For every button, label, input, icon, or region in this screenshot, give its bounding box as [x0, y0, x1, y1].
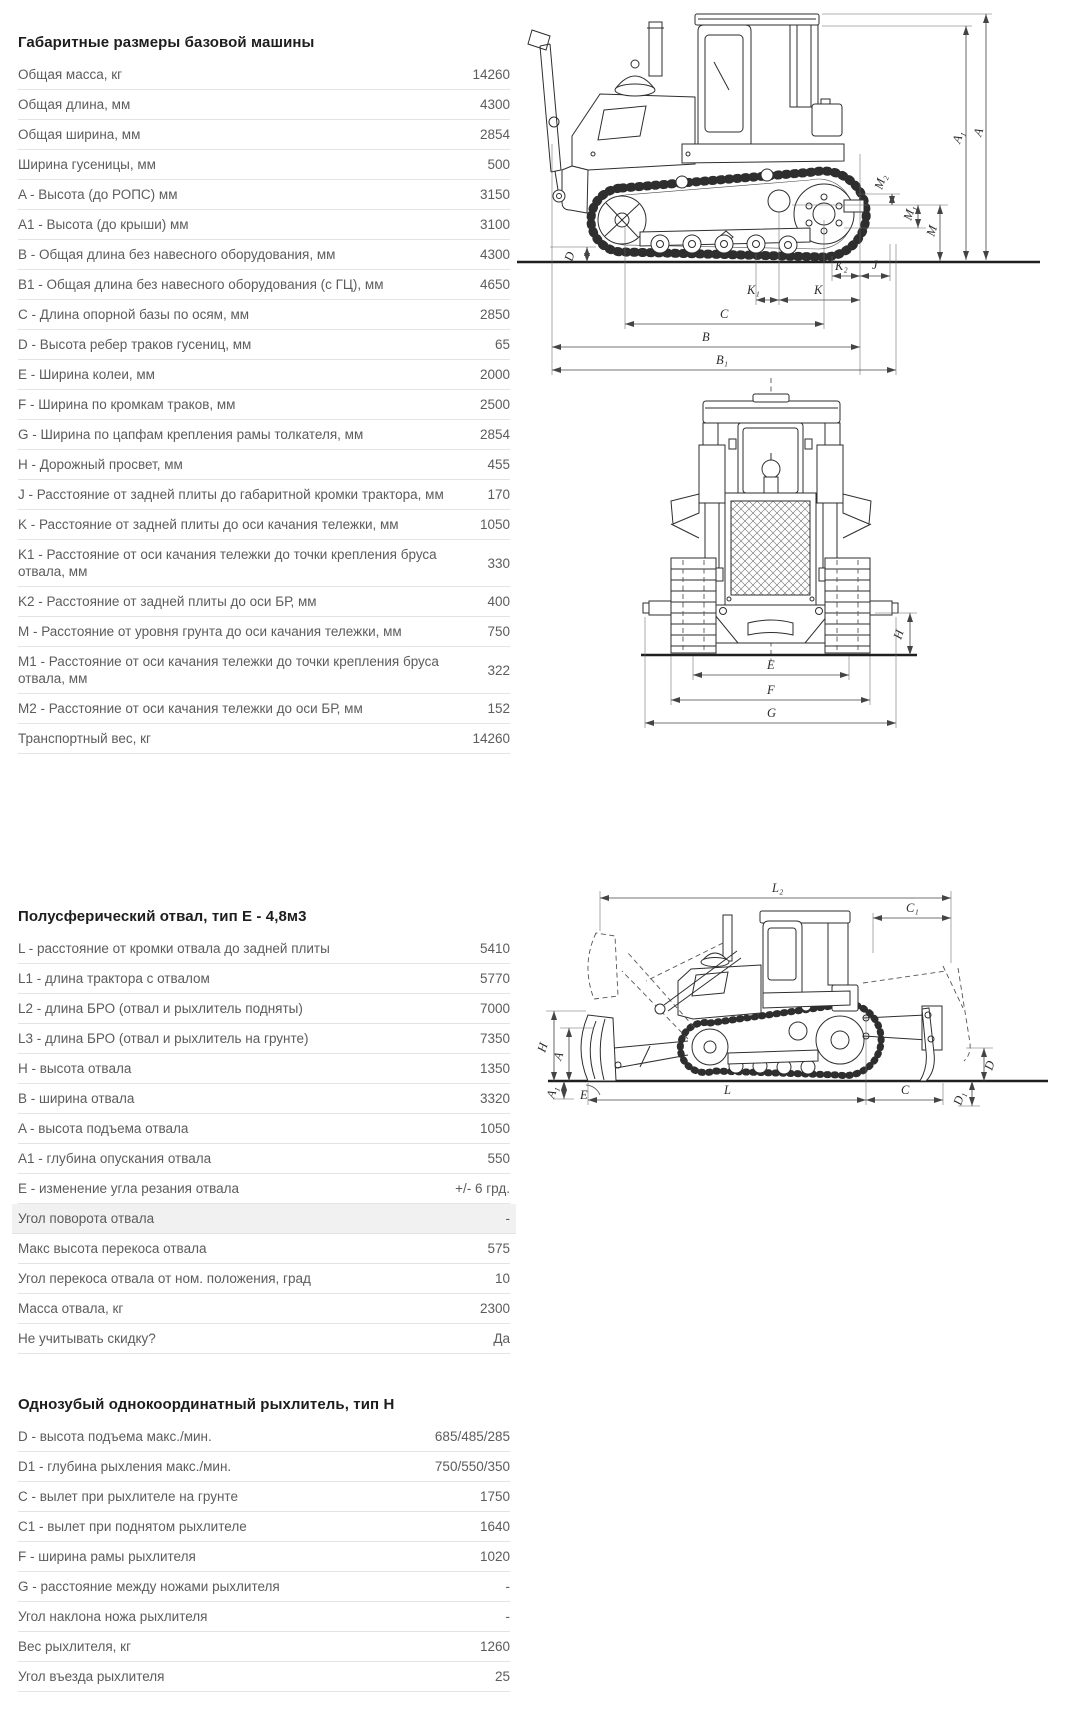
spec-rows — [18, 934, 510, 1354]
hood-vent — [692, 972, 728, 996]
tow-hook — [748, 620, 793, 635]
dim-label-a: A — [970, 126, 987, 138]
table-row — [18, 210, 510, 240]
row-value: - — [505, 1579, 510, 1594]
drawing-front-view — [553, 353, 1005, 730]
row-value: 5770 — [479, 971, 510, 986]
machine-body — [678, 911, 881, 1076]
table-row — [18, 1452, 510, 1482]
row-label: G - расстояние между ножами рыхлителя — [18, 1579, 280, 1594]
dim-label-a: A — [550, 1050, 567, 1062]
table-row — [18, 1024, 510, 1054]
row-label: K2 - Расстояние от задней плиты до оси БР, мм — [18, 594, 317, 609]
table-row — [18, 1294, 510, 1324]
row-label: G - Ширина по цапфам крепления рамы толкателя, мм — [18, 427, 364, 442]
dim-label-h: H — [890, 628, 907, 641]
row-label: C - Длина опорной базы по осям, мм — [18, 307, 250, 322]
exhaust-stack — [723, 915, 732, 961]
row-value: 5410 — [479, 941, 510, 956]
dim-label-e: E — [767, 658, 775, 672]
row-label: M2 - Расстояние от оси качания тележки до оси БР, мм — [18, 701, 363, 716]
row-label: D - Высота ребер траков гусениц, мм — [18, 337, 252, 352]
table-row — [18, 540, 510, 587]
row-label: K1 - Расстояние от оси качания тележки до точки крепления бруса отвала, мм — [18, 547, 437, 579]
dim-label-f: F — [767, 683, 775, 697]
dim-label-m2: M₂ — [871, 172, 890, 191]
table-row — [18, 1114, 510, 1144]
row-value: 685/485/285 — [434, 1429, 510, 1444]
dim-label-j: J — [872, 258, 878, 272]
row-value: 3100 — [479, 217, 510, 232]
row-label: Угол въезда рыхлителя — [18, 1669, 165, 1684]
fender-platform — [682, 144, 844, 163]
row-value: 25 — [494, 1669, 510, 1684]
table-row — [18, 90, 510, 120]
row-label: Угол перекоса отвала от ном. положения, град — [18, 1271, 311, 1286]
hood-vent — [598, 106, 646, 140]
dim-label-g: G — [767, 706, 777, 720]
dim-label-c: C — [720, 307, 729, 321]
row-label: L - расстояние от кромки отвала до задней плиты — [18, 941, 330, 956]
table-row — [18, 150, 510, 180]
row-label: M - Расстояние от уровня грунта до оси качания тележки, мм — [18, 624, 402, 639]
table-row — [18, 1174, 510, 1204]
row-label: E - изменение угла резания отвала — [18, 1181, 240, 1196]
drawing-blade-ripper-view — [488, 803, 1065, 1115]
table-row — [18, 390, 510, 420]
table-row — [18, 934, 510, 964]
blade-raised-dashed — [588, 933, 618, 999]
spec-rows — [18, 1422, 510, 1692]
row-value: - — [505, 1609, 510, 1624]
row-value: 14260 — [472, 67, 510, 82]
spec-rows — [18, 60, 510, 754]
row-value: - — [505, 1211, 510, 1226]
row-label: D1 - глубина рыхления макс./мин. — [18, 1459, 232, 1474]
table-row — [18, 1542, 510, 1572]
table-row — [18, 450, 510, 480]
table-row — [18, 120, 510, 150]
row-value: 65 — [494, 337, 510, 352]
row-label: Транспортный вес, кг — [18, 731, 151, 746]
table-row — [18, 1482, 510, 1512]
left-fender — [671, 494, 699, 524]
row-value: 7350 — [479, 1031, 510, 1046]
row-label: L2 - длина БРО (отвал и рыхлитель подняты) — [18, 1001, 303, 1016]
row-label: D - высота подъема макс./мин. — [18, 1429, 212, 1444]
row-value: 3150 — [479, 187, 510, 202]
row-value: 1640 — [479, 1519, 510, 1534]
table-row — [18, 1054, 510, 1084]
row-value: 2854 — [479, 427, 510, 442]
table-row — [18, 60, 510, 90]
spec-table-blade — [18, 908, 510, 1354]
row-value: 2500 — [479, 397, 510, 412]
table-row — [18, 1324, 510, 1354]
row-value: 1020 — [479, 1549, 510, 1564]
row-value: 4300 — [479, 247, 510, 262]
row-value: 750/550/350 — [434, 1459, 510, 1474]
row-label: Вес рыхлителя, кг — [18, 1639, 132, 1654]
row-value: 400 — [487, 594, 510, 609]
table-row — [18, 587, 510, 617]
row-label: F - ширина рамы рыхлителя — [18, 1549, 196, 1564]
table-row — [18, 240, 510, 270]
dim-label-d: D — [981, 1059, 998, 1072]
row-value: Да — [493, 1331, 510, 1346]
row-label: Ширина гусеницы, мм — [18, 157, 156, 172]
table-row — [18, 300, 510, 330]
table-row — [18, 330, 510, 360]
row-value: 322 — [487, 662, 510, 678]
dim-label-k: K — [814, 283, 823, 297]
drawing-side-view — [492, 4, 1064, 382]
dim-label-m: M — [923, 223, 941, 238]
row-label: L1 - длина трактора с отвалом — [18, 971, 210, 986]
section-title: Габаритные размеры базовой машины — [18, 34, 315, 51]
rops-post — [828, 923, 848, 985]
row-value: 2854 — [479, 127, 510, 142]
table-row — [18, 1602, 510, 1632]
table-row — [18, 1234, 510, 1264]
row-value: 575 — [487, 1241, 510, 1256]
table-row — [18, 420, 510, 450]
left-lift-cylinder — [699, 445, 725, 503]
row-value: 10 — [494, 1271, 510, 1286]
row-value: 1750 — [479, 1489, 510, 1504]
row-value: 1260 — [479, 1639, 510, 1654]
row-label: H - высота отвала — [18, 1061, 132, 1076]
row-label: Масса отвала, кг — [18, 1301, 124, 1316]
row-value: 1350 — [479, 1061, 510, 1076]
machine-front — [643, 394, 898, 653]
table-row — [18, 724, 510, 754]
row-label: A1 - глубина опускания отвала — [18, 1151, 212, 1166]
table-row — [18, 180, 510, 210]
row-value: 550 — [487, 1151, 510, 1166]
row-value: 330 — [487, 555, 510, 571]
row-label: B1 - Общая длина без навесного оборудования (с ГЦ), мм — [18, 277, 384, 292]
row-label: B - Общая длина без навесного оборудования, мм — [18, 247, 336, 262]
row-label: Общая ширина, мм — [18, 127, 141, 142]
row-label: M1 - Расстояние от оси качания тележки до точки крепления бруса отвала, мм — [18, 654, 439, 686]
table-row — [18, 1144, 510, 1174]
exhaust-stack — [649, 22, 662, 76]
row-value: 1050 — [479, 1121, 510, 1136]
table-row — [18, 1572, 510, 1602]
spec-table-ripper — [18, 1396, 510, 1692]
table-row — [18, 510, 510, 540]
left-trunnion-pin — [649, 601, 671, 615]
table-row — [18, 994, 510, 1024]
row-label: C1 - вылет при поднятом рыхлителе — [18, 1519, 247, 1534]
row-label: J - Расстояние от задней плиты до габаритной кромки трактора, мм — [18, 487, 444, 502]
table-row — [18, 480, 510, 510]
row-label: Угол поворота отвала — [18, 1211, 155, 1226]
right-lift-cylinder — [817, 445, 843, 503]
row-value: 4650 — [479, 277, 510, 292]
row-value: 4300 — [479, 97, 510, 112]
row-label: E - Ширина колеи, мм — [18, 367, 155, 382]
table-row — [18, 1422, 510, 1452]
exhaust-stack — [764, 477, 778, 495]
row-value: +/- 6 грд. — [455, 1181, 510, 1196]
track-assembly — [591, 169, 866, 257]
dim-label-a1: A₁ — [949, 129, 967, 145]
radiator-grille — [731, 501, 810, 595]
section-title: Полусферический отвал, тип Е - 4,8м3 — [18, 908, 307, 925]
spec-table-base-machine — [18, 34, 510, 754]
table-row — [12, 1204, 516, 1234]
dim-label-b: B — [702, 330, 710, 344]
row-label: A1 - Высота (до крыши) мм — [18, 217, 189, 232]
table-row — [18, 1662, 510, 1692]
row-value: 7000 — [479, 1001, 510, 1016]
canopy — [703, 401, 840, 423]
dim-label-c: C — [901, 1083, 910, 1097]
row-label: K - Расстояние от задней плиты до оси качания тележки, мм — [18, 517, 399, 532]
bogie-pivot — [768, 190, 790, 212]
dim-label-l: L — [724, 1083, 731, 1097]
lift-cylinder — [528, 30, 565, 202]
dim-label-h: H — [534, 1041, 551, 1054]
dim-label-a1: A₁ — [543, 1084, 561, 1100]
row-label: Угол наклона ножа рыхлителя — [18, 1609, 208, 1624]
row-value: 455 — [487, 457, 510, 472]
row-value: 1050 — [479, 517, 510, 532]
right-fender — [843, 494, 871, 524]
dim-label-k1: K₁ — [747, 283, 760, 297]
fuel-tank — [812, 104, 842, 136]
row-label: Макс высота перекоса отвала — [18, 1241, 207, 1256]
dim-label-d1: D₁ — [950, 1089, 968, 1107]
row-value: 2850 — [479, 307, 510, 322]
dim-label-l2: L₂ — [772, 881, 784, 895]
row-value: 14260 — [472, 731, 510, 746]
rops-post — [790, 25, 818, 107]
left-track — [671, 558, 716, 653]
row-label: Общая масса, кг — [18, 67, 123, 82]
drawbar — [844, 200, 864, 212]
dim-label-e: E — [580, 1088, 588, 1102]
row-label: Не учитывать скидку? — [18, 1331, 156, 1346]
dim-label-d: D — [561, 250, 578, 263]
row-label: A - Высота (до РОПС) мм — [18, 187, 178, 202]
dim-label-b1: B₁ — [716, 353, 728, 367]
row-label: L3 - длина БРО (отвал и рыхлитель на грунте) — [18, 1031, 309, 1046]
row-value: 750 — [487, 624, 510, 639]
table-row — [18, 360, 510, 390]
row-value: 3320 — [479, 1091, 510, 1106]
row-label: H - Дорожный просвет, мм — [18, 457, 183, 472]
table-row — [18, 647, 510, 694]
row-value: 500 — [487, 157, 510, 172]
section-title: Однозубый однокоординатный рыхлитель, тип Н — [18, 1396, 395, 1413]
row-label: F - Ширина по кромкам траков, мм — [18, 397, 236, 412]
dim-label-c1: C₁ — [906, 901, 919, 915]
table-row — [18, 1632, 510, 1662]
table-row — [18, 964, 510, 994]
front-frame — [562, 166, 588, 213]
row-value: 2000 — [479, 367, 510, 382]
table-row — [18, 694, 510, 724]
table-row — [18, 1264, 510, 1294]
row-label: B - ширина отвала — [18, 1091, 135, 1106]
blade-lowered — [581, 1015, 616, 1081]
row-value: 2300 — [479, 1301, 510, 1316]
row-value: 152 — [487, 701, 510, 716]
row-value: 170 — [487, 487, 510, 502]
dim-label-m1: M₁ — [900, 203, 919, 222]
row-label: C - вылет при рыхлителе на грунте — [18, 1489, 238, 1504]
table-row — [18, 1512, 510, 1542]
table-row — [18, 1084, 510, 1114]
table-row — [18, 270, 510, 300]
precleaner — [762, 460, 780, 478]
right-track — [825, 558, 870, 653]
row-label: A - высота подъема отвала — [18, 1121, 189, 1136]
ripper-raised-dashed — [943, 966, 970, 1061]
row-label: Общая длина, мм — [18, 97, 131, 112]
dim-label-k2: K₂ — [835, 259, 848, 273]
table-row — [18, 617, 510, 647]
